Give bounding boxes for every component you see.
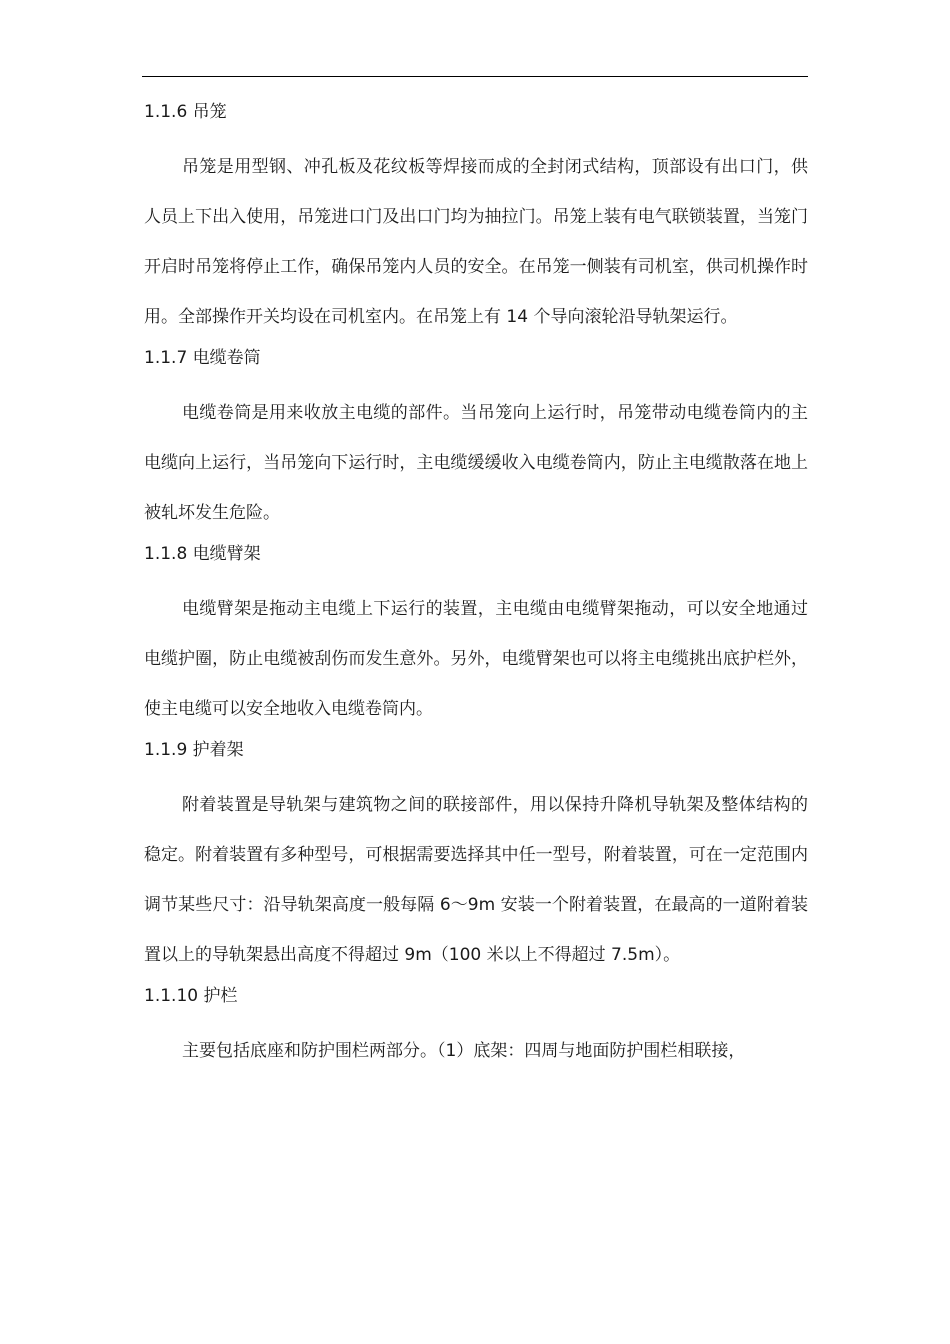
section-heading: 1.1.9 护着架 bbox=[144, 740, 244, 760]
header-rule bbox=[142, 76, 808, 77]
section-paragraph: 吊笼是用型钢、冲孔板及花纹板等焊接而成的全封闭式结构，顶部设有出口门，供人员上下出入使用，吊笼进口门及出口门均为抽拉门。吊笼上装有电气联锁装置，当笼门开启时吊笼将停止工作，确保吊笼内人员的安全。在吊笼一侧装有司机室，供司机操作时用。全部操作开关均设在司机室内。在吊笼上有 14 个导向滚轮沿导轨架运行。 bbox=[144, 157, 808, 327]
section-paragraph: 主要包括底座和防护围栏两部分。（1）底架：四周与地面防护围栏相联接， bbox=[182, 1041, 746, 1061]
section-paragraph: 电缆卷筒是用来收放主电缆的部件。当吊笼向上运行时，吊笼带动电缆卷筒内的主电缆向上运行，当吊笼向下运行时，主电缆缓缓收入电缆卷筒内，防止主电缆散落在地上被轧坏发生危险。 bbox=[144, 403, 808, 523]
section-heading: 1.1.10 护栏 bbox=[144, 986, 238, 1006]
section-1-1-8 bbox=[144, 538, 808, 734]
section-1-1-10 bbox=[144, 980, 808, 1076]
document-body bbox=[144, 96, 808, 1076]
section-1-1-9 bbox=[144, 734, 808, 980]
section-1-1-7 bbox=[144, 342, 808, 538]
section-heading: 1.1.7 电缆卷筒 bbox=[144, 348, 261, 368]
section-heading: 1.1.8 电缆臂架 bbox=[144, 544, 261, 564]
section-paragraph: 附着装置是导轨架与建筑物之间的联接部件，用以保持升降机导轨架及整体结构的稳定。附着装置有多种型号，可根据需要选择其中任一型号，附着装置，可在一定范围内调节某些尺寸：沿导轨架高度一般每隔 6～9m 安装一个附着装置，在最高的一道附着装置以上的导轨架悬出高度不得超过 9m（100 米以上不得超过 7.5m）。 bbox=[144, 795, 808, 965]
section-1-1-6 bbox=[144, 96, 808, 342]
section-paragraph: 电缆臂架是拖动主电缆上下运行的装置，主电缆由电缆臂架拖动，可以安全地通过电缆护圈，防止电缆被刮伤而发生意外。另外，电缆臂架也可以将主电缆挑出底护栏外，使主电缆可以安全地收入电缆卷筒内。 bbox=[144, 599, 808, 719]
section-heading: 1.1.6 吊笼 bbox=[144, 102, 227, 122]
